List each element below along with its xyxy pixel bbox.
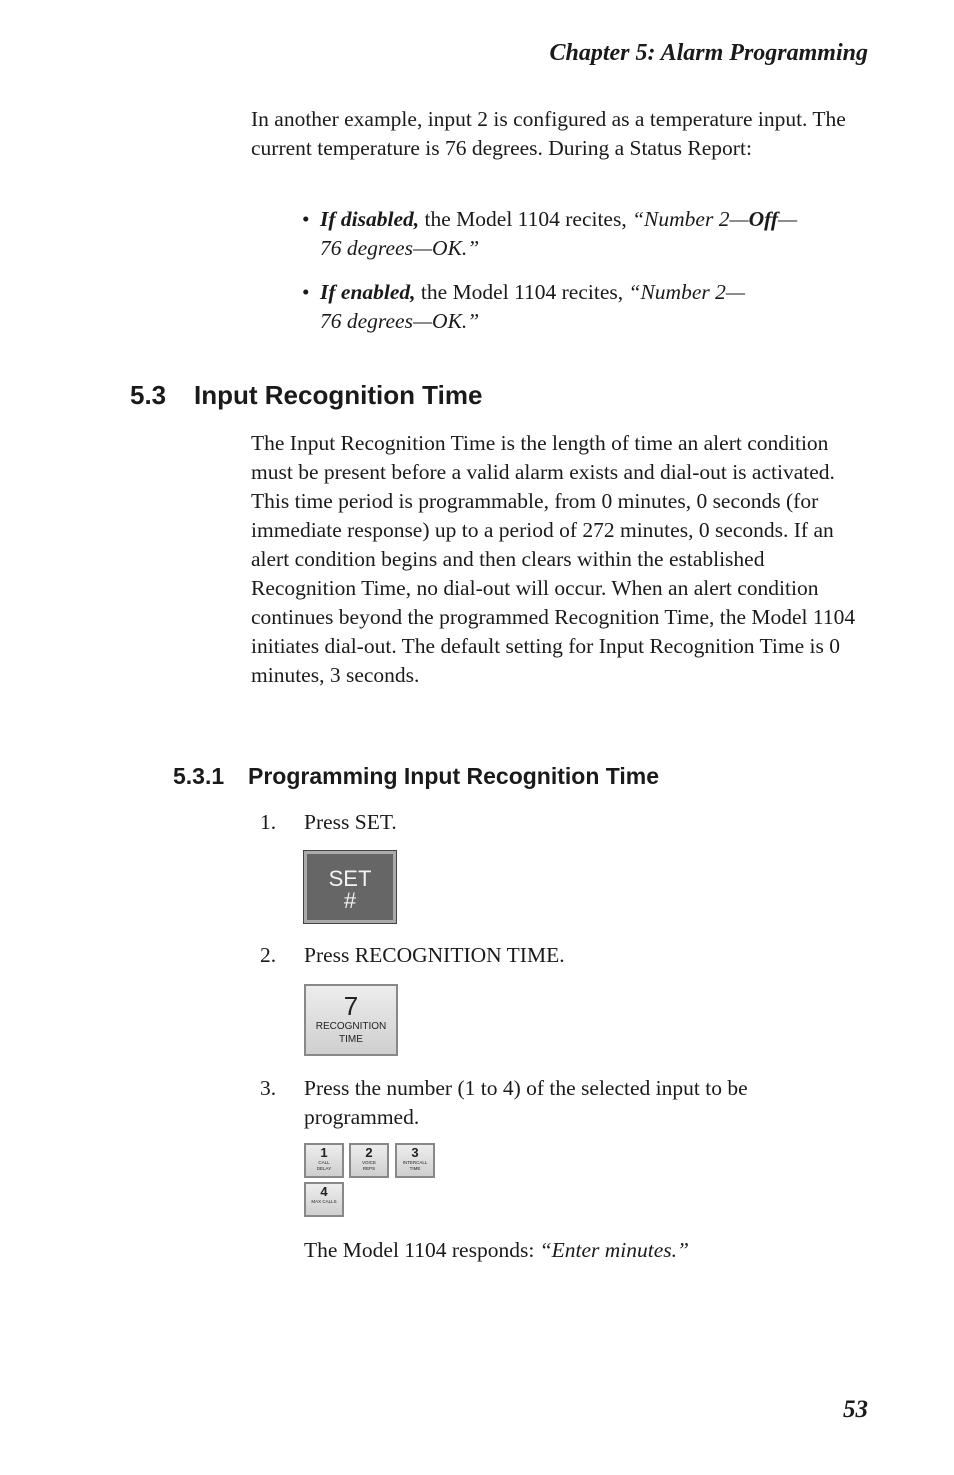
section-number: 5.3	[130, 380, 167, 410]
step-text: Press SET.	[304, 810, 397, 834]
set-key-icon	[304, 851, 396, 923]
input-3-key-icon	[395, 1143, 435, 1178]
quote-dash: —	[778, 207, 798, 231]
step-number: 1.	[260, 810, 277, 834]
quote-end: 76 degrees—OK.”	[320, 236, 480, 260]
step-number: 2.	[260, 943, 277, 967]
key-label: TIME	[409, 1166, 421, 1171]
quote-off: Off	[748, 207, 779, 231]
step-text: Press the number (1 to 4) of the selected input to be programmed.	[304, 1076, 748, 1129]
step-text: Press RECOGNITION TIME.	[304, 943, 565, 967]
input-4-key-icon	[304, 1182, 344, 1217]
key-label: INTERCALL	[402, 1160, 428, 1165]
key-label: MAX CALLS	[311, 1199, 337, 1204]
quote-end: 76 degrees—OK.”	[320, 309, 480, 333]
step-3	[260, 1074, 860, 1132]
section-title: Input Recognition Time	[194, 380, 483, 410]
response-line	[304, 1236, 689, 1265]
key-digit: 7	[343, 991, 359, 1021]
input-2-key-icon	[349, 1143, 389, 1178]
subsection-number: 5.3.1	[173, 763, 225, 789]
key-digit: 3	[411, 1145, 419, 1160]
bullet-lead: If enabled,	[320, 280, 416, 304]
running-head: Chapter 5: Alarm Programming	[549, 40, 868, 66]
bullet-enabled	[304, 278, 874, 336]
bullet-dot: •	[302, 207, 310, 231]
key-label: DELAY	[316, 1166, 332, 1171]
bullet-disabled	[304, 205, 874, 263]
response-lead: The Model 1104 responds:	[304, 1238, 540, 1262]
intro-paragraph: In another example, input 2 is configured as a temperature input. The current temperature is 76 degrees. During a Status Report:	[251, 107, 846, 160]
set-key-symbol: #	[343, 888, 357, 913]
recognition-time-key-icon	[304, 984, 398, 1056]
bullet-mid: the Model 1104 recites,	[419, 207, 633, 231]
bullet-dot: •	[302, 280, 310, 304]
quote-part: “Number 2—	[632, 207, 749, 231]
set-key-label: SET	[328, 866, 372, 891]
bullet-lead: If disabled,	[320, 207, 420, 231]
key-digit: 4	[320, 1184, 328, 1199]
key-label: TIME	[339, 1034, 363, 1045]
subsection-title: Programming Input Recognition Time	[248, 763, 660, 789]
key-label: REPS	[362, 1166, 376, 1171]
step-2	[260, 941, 860, 970]
response-quote: “Enter minutes.”	[539, 1238, 689, 1262]
section-paragraph: The Input Recognition Time is the length of time an alert condition must be present before a valid alarm exists and dial-out is activated. This time period is programmable, from 0 minutes, 0 seconds (for immediate response) up to a period of 272 minutes, 0 seconds. If an alert condition begins and then clears within the established Recognition Time, no dial-out will occur. When an alert condition continues beyond the programmed Recognition Time, the Model 1104 initiates dial-out. The default setting for Input Recognition Time is 0 minutes, 3 seconds.	[251, 431, 856, 687]
input-1-key-icon	[304, 1143, 344, 1178]
bullet-mid: the Model 1104 recites,	[415, 280, 629, 304]
key-digit: 2	[365, 1145, 373, 1160]
page-number: 53	[843, 1396, 868, 1423]
step-1	[260, 808, 860, 837]
step-number: 3.	[260, 1076, 277, 1100]
key-label: VOICE	[361, 1160, 376, 1165]
quote-part: “Number 2—	[628, 280, 745, 304]
section-heading	[130, 380, 482, 411]
key-label: RECOGNITION	[315, 1021, 387, 1032]
key-digit: 1	[320, 1145, 328, 1160]
key-label: CALL	[318, 1160, 330, 1165]
subsection-heading	[173, 763, 659, 790]
